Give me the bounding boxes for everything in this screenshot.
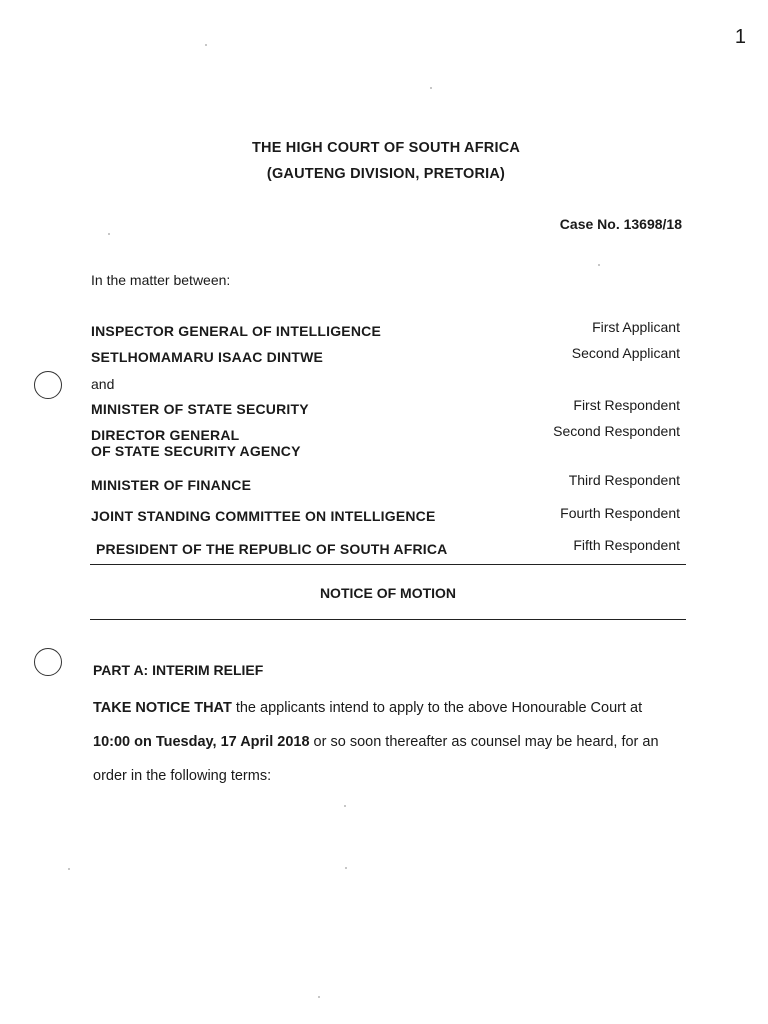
party-name: DIRECTOR GENERAL (91, 427, 240, 443)
matter-intro: In the matter between: (91, 272, 231, 288)
scan-speck (108, 233, 110, 235)
party-role: Third Respondent (568, 472, 680, 488)
scan-speck (68, 868, 70, 870)
punch-hole-icon (34, 648, 62, 676)
scan-speck (345, 867, 347, 869)
party-name: MINISTER OF FINANCE (91, 477, 252, 493)
page-number: 1 (734, 26, 746, 48)
party-name: SETLHOMAMARU ISAAC DINTWE (91, 349, 324, 365)
hearing-date-time: 10:00 on Tuesday, 17 April 2018 (93, 734, 310, 750)
party-role: Fourth Respondent (560, 505, 680, 521)
party-name: OF STATE SECURITY AGENCY (91, 443, 301, 459)
scan-speck (598, 264, 600, 266)
paragraph-text: or so soon thereafter as counsel may be heard, for an (309, 734, 659, 750)
divider-rule (90, 619, 686, 620)
punch-hole-icon (34, 371, 62, 399)
scan-speck (430, 87, 432, 89)
paragraph-lead: TAKE NOTICE THAT (93, 700, 232, 716)
paragraph-text: the applicants intend to apply to the above Honourable Court at (231, 700, 643, 716)
party-name: INSPECTOR GENERAL OF INTELLIGENCE (91, 323, 381, 339)
party-name: JOINT STANDING COMMITTEE ON INTELLIGENCE (91, 508, 436, 524)
and-separator: and (91, 376, 115, 392)
court-name: THE HIGH COURT OF SOUTH AFRICA (251, 140, 521, 156)
court-division: (GAUTENG DIVISION, PRETORIA) (266, 166, 506, 182)
party-name: PRESIDENT OF THE REPUBLIC OF SOUTH AFRICA (96, 541, 448, 557)
party-role: Second Applicant (571, 345, 680, 361)
paragraph-line (93, 734, 659, 750)
party-role: First Applicant (592, 319, 680, 335)
divider-rule (90, 564, 686, 565)
party-name: MINISTER OF STATE SECURITY (91, 401, 309, 417)
scan-speck (205, 44, 207, 46)
notice-title: NOTICE OF MOTION (319, 585, 457, 601)
scan-speck (318, 996, 320, 998)
party-role: First Respondent (573, 397, 680, 413)
part-heading: PART A: INTERIM RELIEF (93, 662, 264, 678)
party-role: Second Respondent (553, 423, 680, 439)
party-role: Fifth Respondent (573, 537, 680, 553)
paragraph-text: order in the following terms: (93, 768, 272, 784)
paragraph-line (93, 700, 642, 716)
paragraph-line (93, 768, 271, 784)
case-number: Case No. 13698/18 (559, 216, 682, 232)
scan-speck (344, 805, 346, 807)
